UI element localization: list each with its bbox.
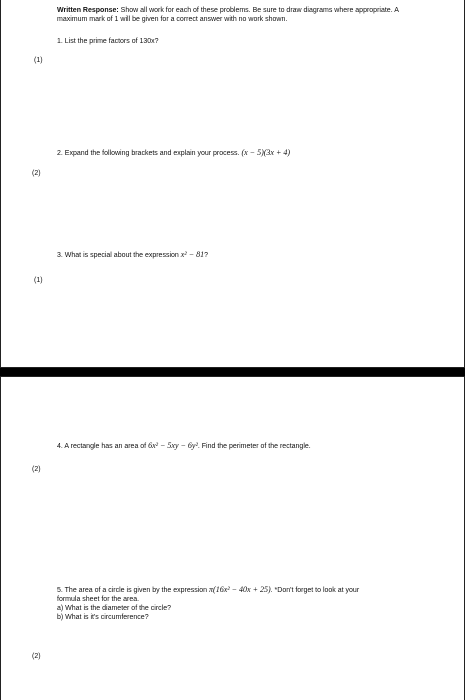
question-5-tail: . *Don't forget to look at your (270, 587, 360, 594)
instructions (57, 6, 417, 24)
question-5 (57, 585, 359, 622)
question-2-marks: (2) (32, 170, 41, 177)
worksheet-page-2 (0, 376, 465, 700)
question-4 (57, 441, 311, 451)
question-3 (57, 250, 208, 260)
instructions-heading: Written Response: (57, 7, 119, 14)
question-2-text: 2. Expand the following brackets and explain your process. (57, 150, 240, 157)
question-3-marks: (1) (34, 277, 43, 284)
question-5-expression: π(16x² − 40x + 25) (209, 585, 271, 594)
question-5-text: 5. The area of a circle is given by the expression (57, 587, 208, 594)
question-5-part-b: b) What is it's circumference? (57, 614, 149, 621)
question-1 (57, 37, 159, 46)
page-separator (0, 368, 465, 376)
instructions-body: Show all work for each of these problems. Be sure to draw diagrams where appropriate. A maximum mark of 1 will be given for a correct answer with no work shown. (57, 7, 399, 23)
question-3-tail: ? (204, 252, 209, 259)
question-5-marks: (2) (32, 653, 41, 660)
question-2-expression: (x − 5)(3x + 4) (241, 148, 291, 157)
question-3-text: 3. What is special about the expression (57, 252, 179, 259)
question-3-expression: x² − 81 (180, 250, 205, 259)
question-5-part-a: a) What is the diameter of the circle? (57, 605, 171, 612)
question-1-marks: (1) (34, 57, 43, 64)
question-2 (57, 148, 290, 158)
question-4-marks: (2) (32, 466, 41, 473)
question-1-text: 1. List the prime factors of 130x? (57, 38, 159, 45)
question-4-tail: . Find the perimeter of the rectangle. (197, 443, 311, 450)
question-4-expression: 6x² − 5xy − 6y² (148, 441, 198, 450)
question-5-line2: formula sheet for the area. (57, 596, 140, 603)
question-4-text: 4. A rectangle has an area of (57, 443, 147, 450)
